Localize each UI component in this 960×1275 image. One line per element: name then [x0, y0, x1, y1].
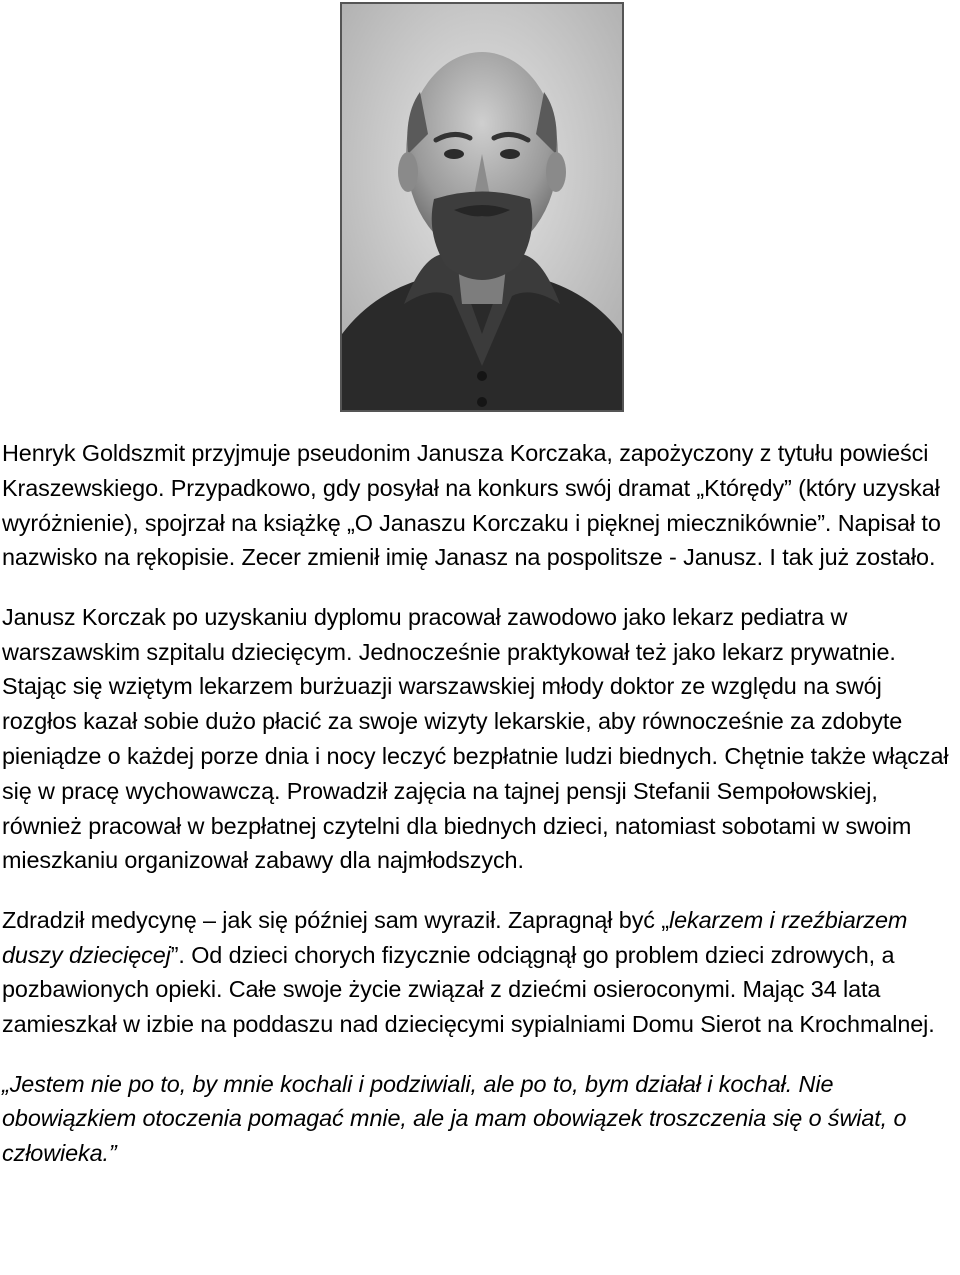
paragraph-pseudonym: Henryk Goldszmit przyjmuje pseudonim Janusza Korczaka, zapożyczony z tytułu powieści Kraszewskiego. Przypadkowo, gdy posyłał na konkurs swój dramat „Którędy” (który uzyskał wyróżnienie), spojrzał na książkę „O Janaszu Korczaku i pięknej miecznikównie”. Napisał to nazwisko na rękopisie. Zecer zmienił imię Janasz na pospolitsze - Janusz. I tak już zostało.	[2, 440, 941, 571]
paragraph-calling	[2, 903, 960, 1042]
portrait-photo	[340, 2, 624, 412]
paragraph-calling-start: Zdradził medycynę – jak się później sam wyraził. Zapragnął być „	[2, 906, 669, 933]
article-body	[2, 436, 960, 1196]
paragraph-career: Janusz Korczak po uzyskaniu dyplomu pracował zawodowo jako lekarz pediatra w warszawskim szpitalu dziecięcym. Jednocześnie praktykował też jako lekarz prywatnie. Stając się wziętym lekarzem burżuazji warszawskiej młody doktor ze względu na swój rozgłos kazał sobie dużo płacić za swoje wizyty lekarskie, aby równocześnie za zdobyte pieniądze o każdej porze dnia i nocy leczyć bezpłatnie ludzi biednych. Chętnie także włączał się w pracę wychowawczą. Prowadził zajęcia na tajnej pensji Stefanii Sempołowskiej, również pracował w bezpłatnej czytelni dla biednych dzieci, natomiast sobotami w swoim mieszkaniu organizował zabawy dla najmłodszych.	[2, 603, 949, 874]
portrait-icon	[342, 4, 622, 410]
paragraph-calling-emphasis: lekarzem i rzeźbiarzem duszy dziecięcej	[2, 906, 908, 968]
paragraph-calling-end: ”. Od dzieci chorych fizycznie odciągnął go problem dzieci zdrowych, a pozbawionych opieki. Całe swoje życie związał z dziećmi osieroconymi. Mając 34 lata zamieszkał w izbie na poddaszu nad dziecięcymi sypialniami Domu Sierot na Krochmalnej.	[2, 941, 935, 1038]
korczak-quote: „Jestem nie po to, by mnie kochali i podziwiali, ale po to, bym działał i kochał. Nie obowiązkiem otoczenia pomagać mnie, ale ja mam obowiązek troszczenia się o świat, o człowieka.”	[2, 1070, 907, 1167]
